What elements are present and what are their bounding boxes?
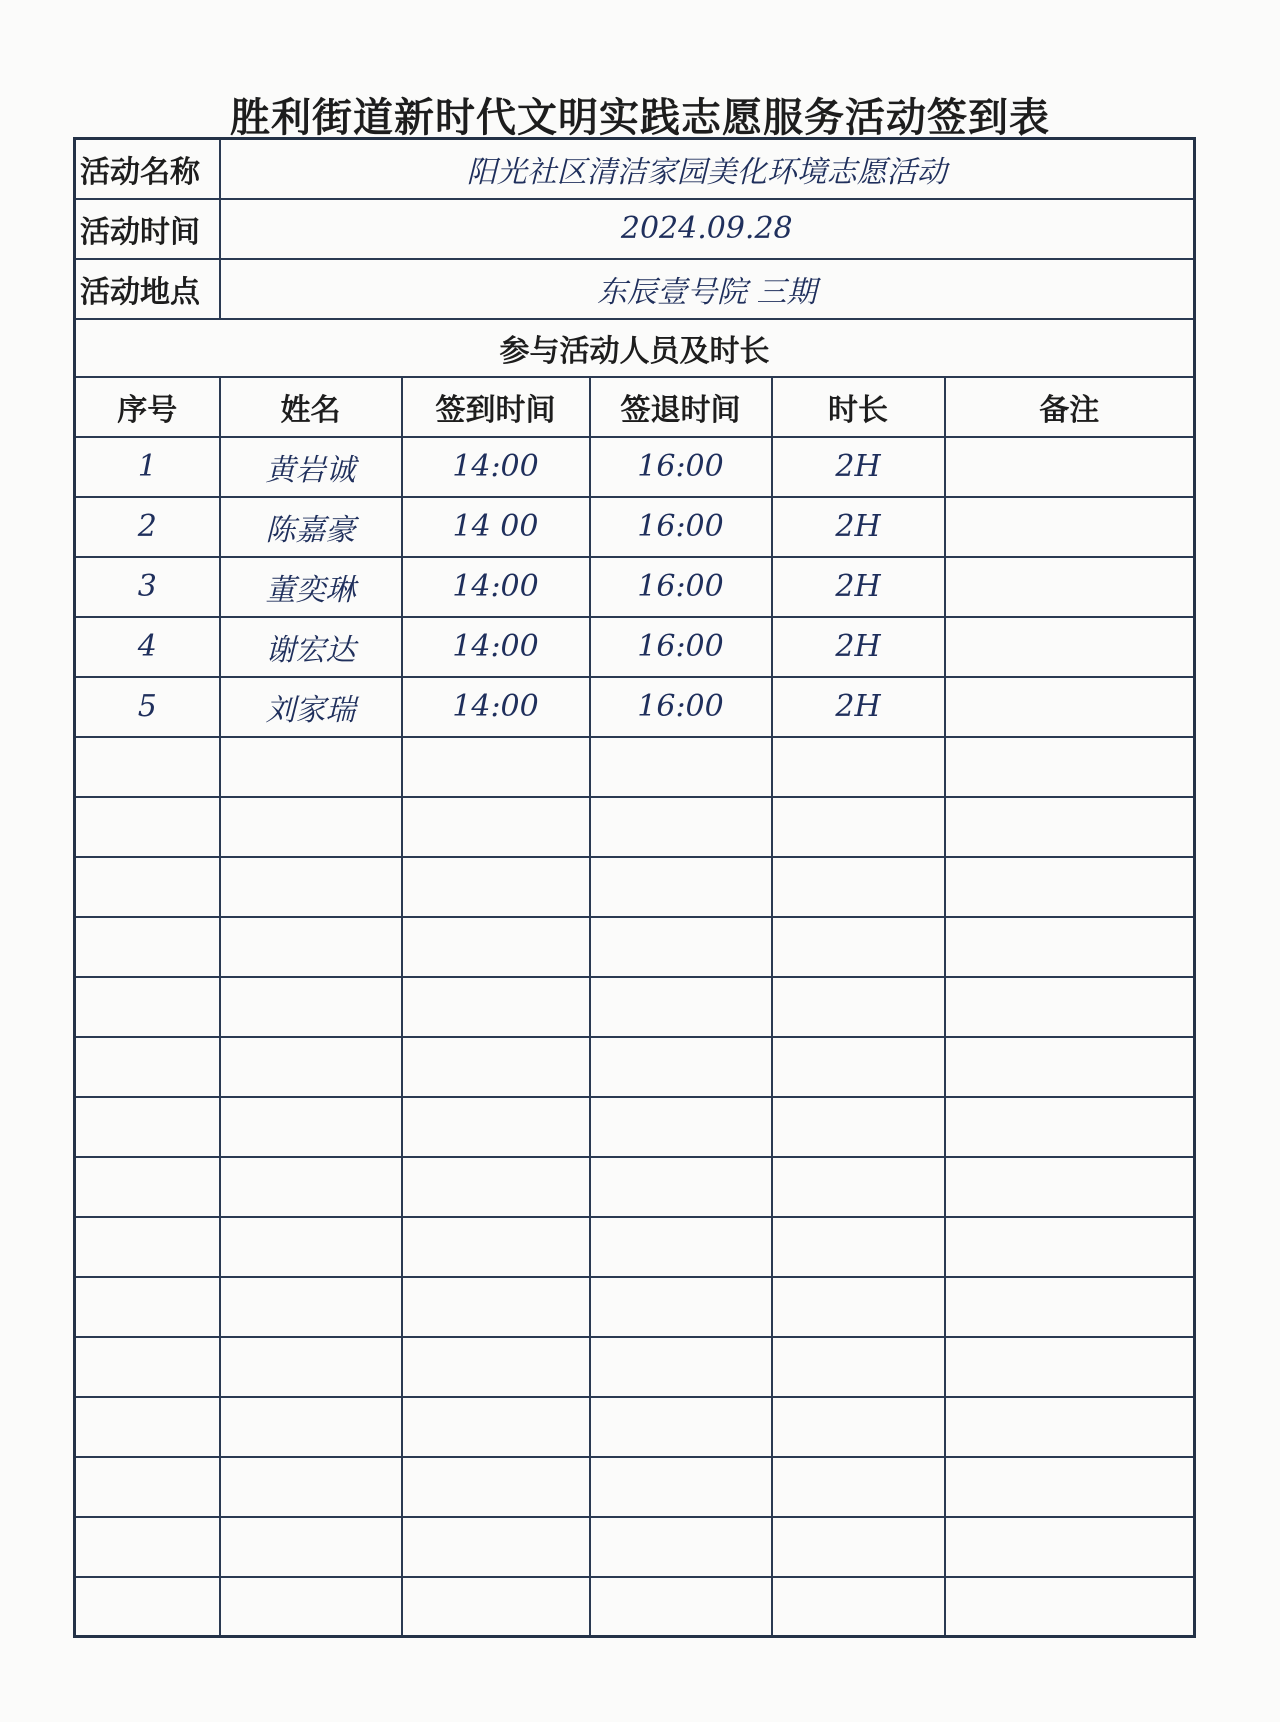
activity-name-value: 阳光社区清洁家园美化环境志愿活动: [220, 139, 1195, 199]
table-row: [75, 1457, 1195, 1517]
sign-out-cell: [590, 797, 772, 857]
seq-cell: [75, 1337, 220, 1397]
sign-in-cell: [402, 1157, 590, 1217]
activity-time-value: 2024.09.28: [220, 199, 1195, 259]
info-row-place: [75, 259, 1195, 319]
sign-out-cell: [590, 1157, 772, 1217]
activity-name-label: 活动名称: [75, 139, 220, 199]
seq-cell: [75, 1517, 220, 1577]
remarks-cell: [945, 1457, 1195, 1517]
table-row: [75, 497, 1195, 557]
duration-cell: [772, 1577, 945, 1637]
table-row: [75, 797, 1195, 857]
seq-cell: 4: [75, 617, 220, 677]
table-row: [75, 1157, 1195, 1217]
sign-out-cell: [590, 1517, 772, 1577]
remarks-cell: [945, 857, 1195, 917]
remarks-cell: [945, 1037, 1195, 1097]
name-cell: [220, 917, 402, 977]
sign-out-cell: [590, 1337, 772, 1397]
name-cell: [220, 1217, 402, 1277]
sign-in-cell: [402, 1217, 590, 1277]
remarks-cell: [945, 557, 1195, 617]
duration-cell: [772, 1457, 945, 1517]
table-row: [75, 557, 1195, 617]
name-cell: [220, 857, 402, 917]
sign-in-cell: 14 00: [402, 497, 590, 557]
remarks-cell: [945, 797, 1195, 857]
sign-in-cell: 14:00: [402, 557, 590, 617]
duration-cell: 2H: [772, 677, 945, 737]
seq-cell: [75, 1037, 220, 1097]
section-header: 参与活动人员及时长: [75, 319, 1195, 377]
sign-in-table-body: [75, 139, 1195, 1637]
remarks-cell: [945, 737, 1195, 797]
sign-out-cell: [590, 1217, 772, 1277]
seq-cell: [75, 1277, 220, 1337]
col-header-remarks: 备注: [945, 377, 1195, 437]
seq-cell: 1: [75, 437, 220, 497]
activity-place-label: 活动地点: [75, 259, 220, 319]
column-header-row: [75, 377, 1195, 437]
remarks-cell: [945, 1577, 1195, 1637]
info-row-name: [75, 139, 1195, 199]
col-header-seq: 序号: [75, 377, 220, 437]
name-cell: 谢宏达: [220, 617, 402, 677]
duration-cell: [772, 737, 945, 797]
activity-place-value: 东辰壹号院 三期: [220, 259, 1195, 319]
duration-cell: [772, 1397, 945, 1457]
name-cell: [220, 1277, 402, 1337]
duration-cell: [772, 917, 945, 977]
page-title: 胜利街道新时代文明实践志愿服务活动签到表: [230, 95, 1050, 141]
duration-cell: 2H: [772, 437, 945, 497]
duration-cell: [772, 797, 945, 857]
name-cell: [220, 1337, 402, 1397]
remarks-cell: [945, 1097, 1195, 1157]
table-row: [75, 917, 1195, 977]
name-cell: [220, 1097, 402, 1157]
seq-cell: [75, 1097, 220, 1157]
name-cell: [220, 737, 402, 797]
col-header-sign-in: 签到时间: [402, 377, 590, 437]
remarks-cell: [945, 1277, 1195, 1337]
col-header-sign-out: 签退时间: [590, 377, 772, 437]
name-cell: [220, 1157, 402, 1217]
table-row: [75, 1277, 1195, 1337]
sign-out-cell: 16:00: [590, 677, 772, 737]
sign-in-cell: [402, 737, 590, 797]
duration-cell: [772, 1157, 945, 1217]
table-row: [75, 1037, 1195, 1097]
sign-in-cell: [402, 857, 590, 917]
remarks-cell: [945, 437, 1195, 497]
table-row: [75, 677, 1195, 737]
sign-in-cell: 14:00: [402, 617, 590, 677]
remarks-cell: [945, 617, 1195, 677]
seq-cell: 3: [75, 557, 220, 617]
seq-cell: [75, 917, 220, 977]
sign-in-cell: [402, 977, 590, 1037]
name-cell: 董奕琳: [220, 557, 402, 617]
sign-out-cell: [590, 1577, 772, 1637]
name-cell: 陈嘉豪: [220, 497, 402, 557]
sign-in-cell: [402, 1517, 590, 1577]
table-row: [75, 1337, 1195, 1397]
sign-out-cell: 16:00: [590, 437, 772, 497]
duration-cell: [772, 977, 945, 1037]
remarks-cell: [945, 1157, 1195, 1217]
duration-cell: [772, 857, 945, 917]
sign-in-table: [73, 137, 1196, 1638]
seq-cell: 2: [75, 497, 220, 557]
seq-cell: [75, 857, 220, 917]
sign-in-cell: [402, 917, 590, 977]
duration-cell: [772, 1337, 945, 1397]
name-cell: [220, 1037, 402, 1097]
remarks-cell: [945, 1217, 1195, 1277]
table-row: [75, 1577, 1195, 1637]
seq-cell: [75, 1457, 220, 1517]
table-row: [75, 737, 1195, 797]
name-cell: [220, 797, 402, 857]
table-row: [75, 857, 1195, 917]
sign-out-cell: [590, 1277, 772, 1337]
seq-cell: [75, 977, 220, 1037]
remarks-cell: [945, 1517, 1195, 1577]
remarks-cell: [945, 677, 1195, 737]
sign-in-cell: [402, 1457, 590, 1517]
duration-cell: [772, 1037, 945, 1097]
col-header-name: 姓名: [220, 377, 402, 437]
duration-cell: 2H: [772, 557, 945, 617]
sign-out-cell: [590, 977, 772, 1037]
seq-cell: [75, 797, 220, 857]
name-cell: [220, 1457, 402, 1517]
duration-cell: 2H: [772, 497, 945, 557]
name-cell: 黄岩诚: [220, 437, 402, 497]
table-row: [75, 1097, 1195, 1157]
sign-out-cell: 16:00: [590, 497, 772, 557]
table-row: [75, 437, 1195, 497]
remarks-cell: [945, 917, 1195, 977]
sign-out-cell: 16:00: [590, 617, 772, 677]
table-row: [75, 1397, 1195, 1457]
col-header-duration: 时长: [772, 377, 945, 437]
seq-cell: [75, 1217, 220, 1277]
seq-cell: 5: [75, 677, 220, 737]
sign-out-cell: [590, 917, 772, 977]
name-cell: 刘家瑞: [220, 677, 402, 737]
sign-in-cell: [402, 1397, 590, 1457]
duration-cell: [772, 1517, 945, 1577]
sign-in-cell: [402, 1037, 590, 1097]
sign-out-cell: [590, 1457, 772, 1517]
sign-out-cell: [590, 737, 772, 797]
remarks-cell: [945, 977, 1195, 1037]
sign-out-cell: [590, 1037, 772, 1097]
sign-out-cell: [590, 1097, 772, 1157]
duration-cell: [772, 1217, 945, 1277]
name-cell: [220, 1577, 402, 1637]
seq-cell: [75, 1577, 220, 1637]
remarks-cell: [945, 497, 1195, 557]
name-cell: [220, 1517, 402, 1577]
section-header-row: [75, 319, 1195, 377]
table-row: [75, 617, 1195, 677]
seq-cell: [75, 1397, 220, 1457]
sign-out-cell: [590, 857, 772, 917]
duration-cell: [772, 1277, 945, 1337]
table-row: [75, 1517, 1195, 1577]
remarks-cell: [945, 1397, 1195, 1457]
sign-out-cell: 16:00: [590, 557, 772, 617]
table-row: [75, 977, 1195, 1037]
info-row-time: [75, 199, 1195, 259]
sign-in-cell: [402, 1277, 590, 1337]
sign-in-cell: [402, 1337, 590, 1397]
sign-out-cell: [590, 1397, 772, 1457]
sign-in-cell: 14:00: [402, 677, 590, 737]
seq-cell: [75, 737, 220, 797]
duration-cell: [772, 1097, 945, 1157]
sign-in-cell: [402, 1577, 590, 1637]
activity-time-label: 活动时间: [75, 199, 220, 259]
seq-cell: [75, 1157, 220, 1217]
table-row: [75, 1217, 1195, 1277]
name-cell: [220, 977, 402, 1037]
sign-in-cell: 14:00: [402, 437, 590, 497]
duration-cell: 2H: [772, 617, 945, 677]
sign-in-cell: [402, 797, 590, 857]
name-cell: [220, 1397, 402, 1457]
sign-in-cell: [402, 1097, 590, 1157]
remarks-cell: [945, 1337, 1195, 1397]
